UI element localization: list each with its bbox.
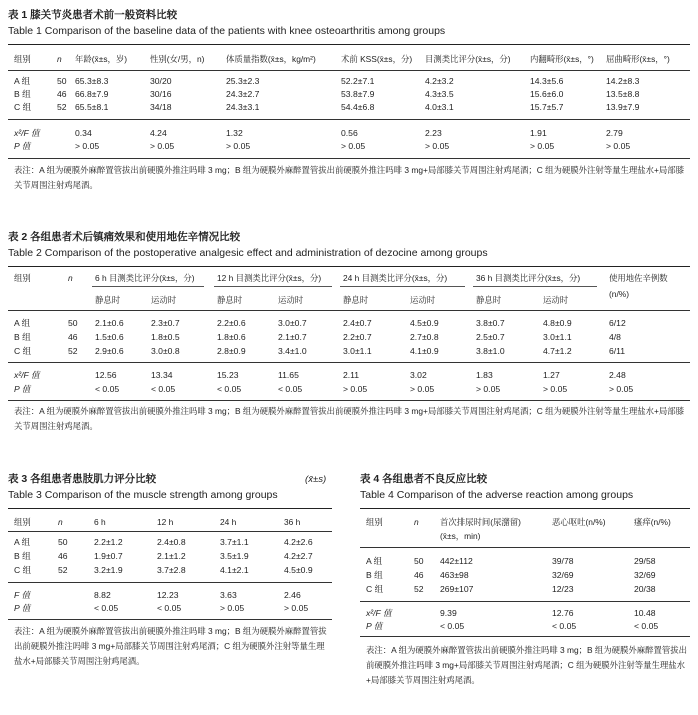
t1-r1-c0: A 组 [14, 76, 31, 86]
t4-r2-c4: 32/69 [634, 570, 656, 580]
t4-r2-c2: 463±98 [440, 570, 469, 580]
t2-r2-c4: 1.8±0.6 [217, 332, 246, 342]
t2-s2-c10: > 0.05 [609, 384, 634, 394]
t1-h-bmi: 体质量指数(x̄±s，kg/m²) [226, 54, 316, 64]
table-3-header-rule [8, 531, 332, 532]
t2-s1-c4: 15.23 [217, 370, 239, 380]
t2-sh-5: 运动时 [410, 295, 436, 305]
t2-r2-c9: 3.0±1.1 [543, 332, 572, 342]
t1-s1-c7: 1.91 [530, 128, 547, 138]
t3-s2-c0: P 值 [14, 603, 31, 613]
t2-r2-c3: 1.8±0.5 [151, 332, 180, 342]
t3-r3-c3: 3.7±2.8 [157, 565, 186, 575]
table-3-stat-rule [8, 582, 332, 583]
t4-r3-c3: 12/23 [552, 584, 574, 594]
table-4-bottom-rule [360, 636, 690, 637]
t4-h-group: 组别 [366, 517, 383, 527]
table-2-title-zh: 表 2 各组患者术后镇痛效果和使用地佐辛情况比较 [8, 231, 241, 243]
t2-r3-c0: C 组 [14, 346, 32, 356]
t1-r2-c4: 24.3±2.7 [226, 89, 260, 99]
t2-h-dezocine: 使用地佐辛例数 [609, 273, 668, 283]
t2-r1-c10: 6/12 [609, 318, 626, 328]
t2-sh-2: 静息时 [217, 295, 243, 305]
t4-s2-c3: < 0.05 [552, 621, 577, 631]
t3-r1-c0: A 组 [14, 537, 31, 547]
t1-r3-c1: 52 [57, 102, 67, 112]
t1-r2-c2: 66.8±7.9 [75, 89, 109, 99]
t2-s2-c5: < 0.05 [278, 384, 303, 394]
t2-h-24h: 24 h 目测类比评分(x̄±s，分) [343, 273, 448, 283]
t2-s2-c9: > 0.05 [543, 384, 568, 394]
t2-sh-0: 静息时 [95, 295, 121, 305]
t3-r2-c0: B 组 [14, 551, 31, 561]
t2-h-dezocine-unit: (n/%) [609, 289, 630, 299]
t3-s1-c3: 12.23 [157, 590, 179, 600]
t1-r1-c1: 50 [57, 76, 67, 86]
t3-r1-c3: 2.4±0.8 [157, 537, 186, 547]
t3-r2-c2: 1.9±0.7 [94, 551, 123, 561]
table-3-title-zh: 表 3 各组患者患肢肌力评分比较 [8, 473, 157, 485]
t4-r1-c4: 29/58 [634, 556, 656, 566]
t3-s2-c4: > 0.05 [220, 603, 245, 613]
t4-r3-c1: 52 [414, 584, 424, 594]
t4-s2-c0: P 值 [366, 621, 383, 631]
t4-h-nausea: 恶心呕吐(n/%) [552, 517, 606, 527]
t1-r2-c8: 13.5±8.8 [606, 89, 640, 99]
t2-r2-c2: 1.5±0.6 [95, 332, 124, 342]
t2-sub-rule-12h [214, 286, 332, 287]
table-2-title-en: Table 2 Comparison of the postoperative analgesic effect and administration of dezocine among groups [8, 247, 488, 259]
t4-r1-c2: 442±112 [440, 556, 473, 566]
t4-r1-c3: 39/78 [552, 556, 574, 566]
t2-r1-c8: 3.8±0.7 [476, 318, 505, 328]
t2-s1-c3: 13.34 [151, 370, 173, 380]
t2-r2-c10: 4/8 [609, 332, 621, 342]
t2-s1-c5: 11.65 [278, 370, 299, 380]
t3-s2-c2: < 0.05 [94, 603, 119, 613]
t2-r2-c7: 2.7±0.8 [410, 332, 439, 342]
table-2-note: 表注：A 组为硬膜外麻醉置管拔出前硬膜外推注吗啡 3 mg；B 组为硬膜外麻醉置管拔出前硬膜外推注吗啡 3 mg+局部膝关节周围注射鸡尾酒；C 组为硬膜外注射等量生理盐水+局部膝关节周围注射鸡尾酒。 [14, 406, 685, 431]
t2-r3-c1: 52 [68, 346, 78, 356]
table-3-title-en: Table 3 Comparison of the muscle strength among groups [8, 489, 278, 501]
t2-h-6h: 6 h 目测类比评分(x̄±s，分) [95, 273, 195, 283]
t2-r2-c8: 2.5±0.7 [476, 332, 505, 342]
t2-sh-1: 运动时 [151, 295, 177, 305]
t3-r3-c2: 3.2±1.9 [94, 565, 123, 575]
t1-s2-c7: > 0.05 [530, 141, 555, 151]
table-2-top-rule [8, 266, 690, 267]
t1-r3-c5: 54.4±6.8 [341, 102, 375, 112]
t1-s1-c6: 2.23 [425, 128, 442, 138]
t2-s2-c2: < 0.05 [95, 384, 120, 394]
t2-r1-c2: 2.1±0.6 [95, 318, 124, 328]
t1-r2-c0: B 组 [14, 89, 31, 99]
t1-s1-c5: 0.56 [341, 128, 358, 138]
table-3-top-rule [8, 508, 332, 509]
t1-r3-c4: 24.3±3.1 [226, 102, 260, 112]
t3-r2-c5: 4.2±2.7 [284, 551, 313, 561]
t2-sh-6: 静息时 [476, 295, 502, 305]
t4-s1-c3: 12.76 [552, 608, 574, 618]
t3-h-group: 组别 [14, 517, 31, 527]
t3-h-12h: 12 h [157, 517, 174, 527]
t2-s2-c6: > 0.05 [343, 384, 368, 394]
t1-r3-c0: C 组 [14, 102, 32, 112]
t2-s1-c6: 2.11 [343, 370, 360, 380]
t1-r2-c7: 15.6±6.0 [530, 89, 564, 99]
t2-r3-c6: 3.0±1.1 [343, 346, 372, 356]
table-4-top-rule [360, 508, 690, 509]
t4-h-n: n [414, 517, 419, 527]
t1-h-flexion: 屈曲畸形(x̄±s，°) [606, 54, 670, 64]
table-4 [352, 468, 698, 715]
t2-r3-c7: 4.1±0.9 [410, 346, 439, 356]
t2-h-12h: 12 h 目测类比评分(x̄±s，分) [217, 273, 322, 283]
t1-h-sex: 性别(女/男，n) [150, 54, 205, 64]
t2-r3-c4: 2.8±0.9 [217, 346, 246, 356]
t1-r2-c6: 4.3±3.5 [425, 89, 454, 99]
t4-r2-c0: B 组 [366, 570, 383, 580]
t1-r2-c1: 46 [57, 89, 67, 99]
t2-s1-c2: 12.56 [95, 370, 117, 380]
t2-r3-c2: 2.9±0.6 [95, 346, 124, 356]
t3-r3-c0: C 组 [14, 565, 32, 575]
t3-h-n: n [58, 517, 63, 527]
t4-r3-c2: 269±107 [440, 584, 474, 594]
t2-r1-c4: 2.2±0.6 [217, 318, 246, 328]
t2-sub-rule-24h [340, 286, 465, 287]
t4-r2-c3: 32/69 [552, 570, 574, 580]
t4-r1-c1: 50 [414, 556, 424, 566]
t1-h-vas: 目测类比评分(x̄±s，分) [425, 54, 511, 64]
table-2-header-rule [8, 310, 690, 311]
t4-s1-c4: 10.48 [634, 608, 656, 618]
table-4-title-zh: 表 4 各组患者不良反应比较 [360, 473, 488, 485]
t3-s2-c3: < 0.05 [157, 603, 182, 613]
t1-s2-c2: > 0.05 [75, 141, 100, 151]
t2-r3-c8: 3.8±1.0 [476, 346, 505, 356]
t2-sub-rule-36h [473, 286, 597, 287]
t2-r1-c3: 2.3±0.7 [151, 318, 180, 328]
t1-r3-c2: 65.5±8.1 [75, 102, 109, 112]
t2-s2-c4: < 0.05 [217, 384, 242, 394]
t4-s2-c2: < 0.05 [440, 621, 465, 631]
t3-h-24h: 24 h [220, 517, 237, 527]
t2-r2-c1: 46 [68, 332, 78, 342]
t2-h-group: 组别 [14, 273, 31, 283]
t1-r2-c3: 30/16 [150, 89, 172, 99]
t4-h-urination-unit: (x̄±s，min) [440, 531, 481, 541]
t3-s1-c0: F 值 [14, 590, 31, 600]
t2-r2-c5: 2.1±0.7 [278, 332, 307, 342]
table-3 [0, 468, 340, 715]
table-1 [0, 0, 698, 190]
t3-r1-c4: 3.7±1.1 [220, 537, 249, 547]
t2-s2-c0: P 值 [14, 384, 31, 394]
table-1-bottom-rule [8, 158, 690, 159]
t2-r3-c9: 4.7±1.2 [543, 346, 572, 356]
t1-r3-c8: 13.9±7.9 [606, 102, 640, 112]
t2-r1-c1: 50 [68, 318, 78, 328]
t4-s1-c2: 9.39 [440, 608, 457, 618]
t2-r2-c0: B 组 [14, 332, 31, 342]
t4-r3-c0: C 组 [366, 584, 384, 594]
t2-r3-c3: 3.0±0.8 [151, 346, 180, 356]
t2-r1-c9: 4.8±0.9 [543, 318, 572, 328]
table-3-unit: (x̄±s) [305, 474, 327, 485]
table-1-top-rule [8, 44, 690, 45]
t2-sh-4: 静息时 [343, 295, 369, 305]
t3-r1-c2: 2.2±1.2 [94, 537, 123, 547]
t3-s2-c5: > 0.05 [284, 603, 309, 613]
t3-s1-c2: 8.82 [94, 590, 111, 600]
table-1-header-rule [8, 70, 690, 71]
t2-r1-c5: 3.0±0.7 [278, 318, 307, 328]
t2-r1-c7: 4.5±0.9 [410, 318, 439, 328]
t3-r3-c5: 4.5±0.9 [284, 565, 313, 575]
t4-r1-c0: A 组 [366, 556, 383, 566]
t4-h-urination: 首次排尿时间(尿潴留) [440, 517, 521, 527]
t2-r2-c6: 2.2±0.7 [343, 332, 372, 342]
t1-s1-c8: 2.79 [606, 128, 623, 138]
t1-h-n: n [57, 54, 62, 64]
t2-s2-c7: > 0.05 [410, 384, 435, 394]
t1-r1-c6: 4.2±3.2 [425, 76, 454, 86]
t4-s2-c4: < 0.05 [634, 621, 659, 631]
t2-s1-c0: x²/F 值 [14, 370, 40, 380]
t1-s1-c2: 0.34 [75, 128, 92, 138]
t1-s2-c8: > 0.05 [606, 141, 631, 151]
t3-h-6h: 6 h [94, 517, 106, 527]
table-4-stat-rule [360, 601, 690, 602]
t2-s2-c8: > 0.05 [476, 384, 501, 394]
t1-r1-c3: 30/20 [150, 76, 172, 86]
t2-sh-3: 运动时 [278, 295, 304, 305]
table-4-header-rule [360, 547, 690, 548]
t2-r1-c6: 2.4±0.7 [343, 318, 372, 328]
t1-r1-c7: 14.3±5.6 [530, 76, 564, 86]
t4-s1-c0: x²/F 值 [366, 608, 392, 618]
t3-h-36h: 36 h [284, 517, 301, 527]
table-3-bottom-rule [8, 619, 332, 620]
table-1-title-zh: 表 1 膝关节炎患者术前一般资料比较 [8, 9, 178, 21]
t1-s2-c5: > 0.05 [341, 141, 366, 151]
table-4-title-en: Table 4 Comparison of the adverse reaction among groups [360, 489, 634, 501]
table-3-note: 表注：A 组为硬膜外麻醉置管拔出前硬膜外推注吗啡 3 mg；B 组为硬膜外麻醉置管拔出前硬膜外推注吗啡 3 mg+局部膝关节周围注射鸡尾酒；C 组为硬膜外注射等量生理盐水+局部膝关节周围注射鸡尾酒。 [14, 626, 327, 666]
t4-r3-c4: 20/38 [634, 584, 656, 594]
t4-r2-c1: 46 [414, 570, 424, 580]
table-2 [0, 226, 698, 446]
t2-r1-c0: A 组 [14, 318, 31, 328]
t1-r3-c3: 34/18 [150, 102, 172, 112]
t1-r2-c5: 53.8±7.9 [341, 89, 375, 99]
t2-h-n: n [68, 273, 73, 283]
t1-h-group: 组别 [14, 54, 31, 64]
table-2-stat-rule [8, 362, 690, 363]
t1-r3-c6: 4.0±3.1 [425, 102, 454, 112]
table-1-title-en: Table 1 Comparison of the baseline data of the patients with knee osteoarthritis among groups [8, 25, 446, 37]
t1-s2-c6: > 0.05 [425, 141, 450, 151]
t2-s2-c3: < 0.05 [151, 384, 176, 394]
t3-r2-c4: 3.5±1.9 [220, 551, 249, 561]
t1-h-kss: 术前 KSS(x̄±s，分) [341, 54, 413, 64]
t1-s2-c3: > 0.05 [150, 141, 175, 151]
t3-r3-c4: 4.1±2.1 [220, 565, 249, 575]
t2-s1-c7: 3.02 [410, 370, 427, 380]
table-2-bottom-rule [8, 400, 690, 401]
t3-s1-c4: 3.63 [220, 590, 237, 600]
t3-s1-c5: 2.46 [284, 590, 301, 600]
t1-s1-c0: x²/F 值 [14, 128, 40, 138]
t1-r1-c4: 25.3±2.3 [226, 76, 260, 86]
t3-r3-c1: 52 [58, 565, 68, 575]
t1-h-age: 年龄(x̄±s，岁) [75, 54, 128, 64]
t1-r1-c2: 65.3±8.3 [75, 76, 109, 86]
table-1-note: 表注：A 组为硬膜外麻醉置管拔出前硬膜外推注吗啡 3 mg；B 组为硬膜外麻醉置管拔出前硬膜外推注吗啡 3 mg+局部膝关节周围注射鸡尾酒；C 组为硬膜外注射等量生理盐水+局部膝关节周围注射鸡尾酒。 [14, 165, 685, 190]
t2-s1-c8: 1.83 [476, 370, 493, 380]
t2-sub-rule-6h [92, 286, 204, 287]
t2-sh-7: 运动时 [543, 295, 569, 305]
t1-r1-c8: 14.2±8.3 [606, 76, 640, 86]
t2-r3-c5: 3.4±1.0 [278, 346, 307, 356]
t1-s1-c4: 1.32 [226, 128, 243, 138]
table-1-stat-rule [8, 119, 690, 120]
t1-s2-c4: > 0.05 [226, 141, 251, 151]
t3-r2-c1: 46 [58, 551, 68, 561]
t1-h-varus: 内翻畸形(x̄±s，°) [530, 54, 594, 64]
t3-r1-c5: 4.2±2.6 [284, 537, 313, 547]
t1-r3-c7: 15.7±5.7 [530, 102, 564, 112]
t2-r3-c10: 6/11 [609, 346, 626, 356]
t2-s1-c10: 2.48 [609, 370, 626, 380]
t3-r1-c1: 50 [58, 537, 68, 547]
t1-r1-c5: 52.2±7.1 [341, 76, 375, 86]
t4-h-pruritus: 瘙痒(n/%) [634, 517, 671, 527]
t2-s1-c9: 1.27 [543, 370, 560, 380]
t2-h-36h: 36 h 目测类比评分(x̄±s，分) [476, 273, 581, 283]
t3-r2-c3: 2.1±1.2 [157, 551, 186, 561]
t1-s2-c0: P 值 [14, 141, 31, 151]
t1-s1-c3: 4.24 [150, 128, 167, 138]
table-4-note: 表注：A 组为硬膜外麻醉置管拔出前硬膜外推注吗啡 3 mg；B 组为硬膜外麻醉置管拔出前硬膜外推注吗啡 3 mg+局部膝关节周围注射鸡尾酒；C 组为硬膜外注射等量生理盐水+局部膝关节周围注射鸡尾酒。 [366, 645, 688, 685]
